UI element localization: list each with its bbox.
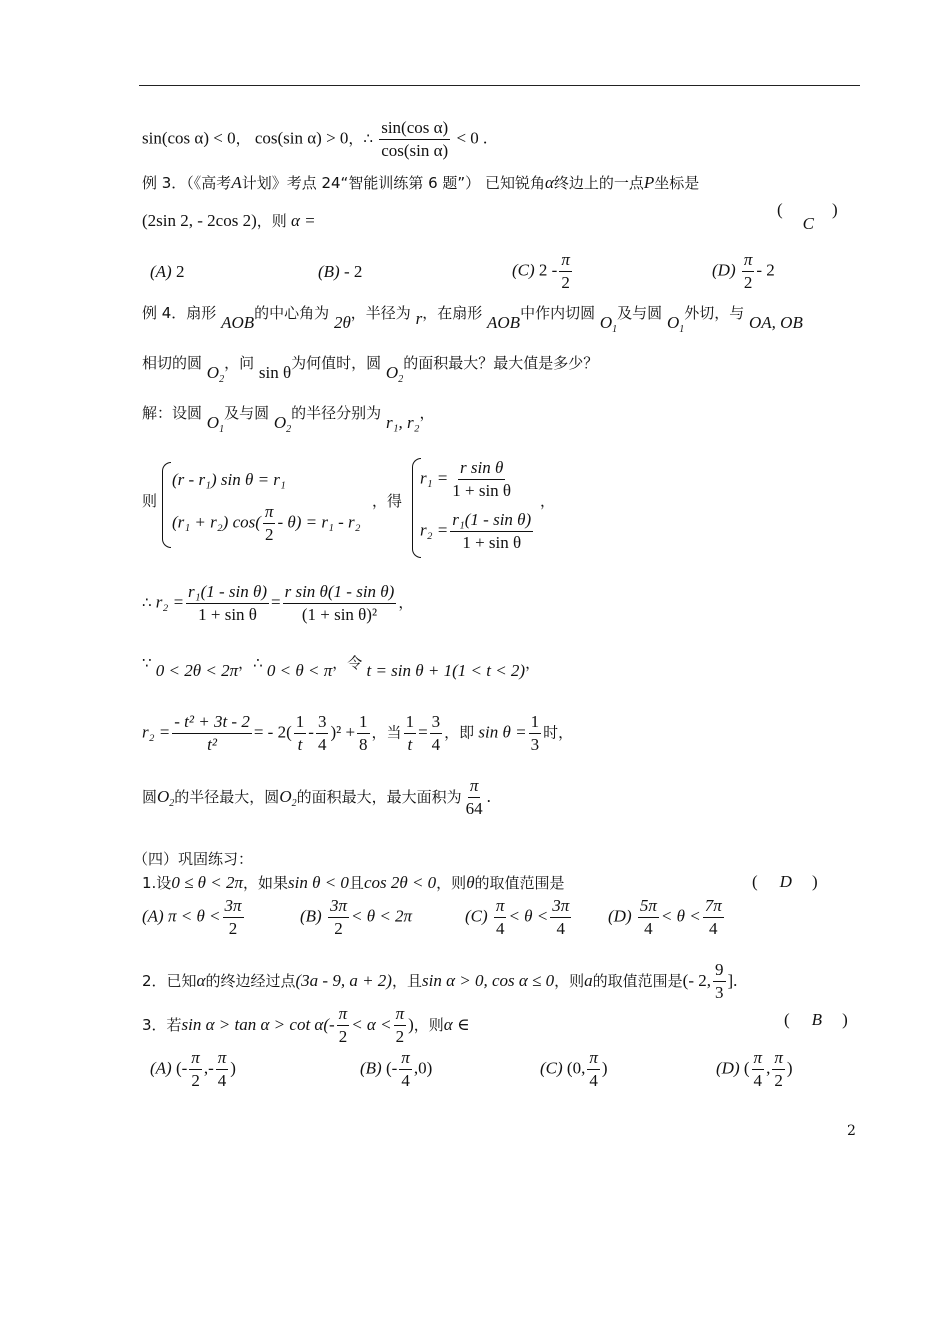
ex4-u2: ，问 <box>224 354 255 372</box>
q1-cond2: cos 2θ < 0 <box>363 873 437 892</box>
ie: ，即 <box>444 723 475 742</box>
practice-q3 <box>142 1004 470 1047</box>
q2-and: ，且 <box>391 972 422 990</box>
conc-a: 圆 <box>142 788 158 806</box>
paren-close: ) <box>601 1058 608 1078</box>
q3-answer-bracket <box>784 1010 848 1030</box>
frac-den: 1 + sin θ <box>462 533 522 552</box>
circle-letter: O <box>206 363 220 382</box>
subscript: 2 <box>169 798 175 809</box>
frac-den: 3 <box>715 983 724 1002</box>
ex4-O2-b <box>385 363 404 385</box>
circle-letter: O <box>599 313 613 332</box>
frac-den: 2 <box>743 273 753 292</box>
zero-close: ,0) <box>413 1058 433 1078</box>
frac-den: t² <box>207 735 217 754</box>
ex3-option-c <box>512 250 574 293</box>
conc-b: 的半径最大，圆 <box>174 788 280 806</box>
option-key: (A) <box>142 906 164 926</box>
frac-num: r₁(1 - sin θ) <box>186 582 269 604</box>
paren-open: ( <box>784 1010 790 1029</box>
range-theta: 0 < θ < π <box>266 661 333 680</box>
frac-den: 1 + sin θ <box>452 481 512 500</box>
frac-num: 3π <box>223 896 244 918</box>
ex4-t5: 中作内切圆 <box>520 304 596 322</box>
ex3-then: ，则 <box>256 212 287 230</box>
ex4-t6: 及与圆 <box>617 304 663 322</box>
sep: ， <box>235 129 251 148</box>
frac-num: 1 <box>404 712 417 734</box>
minus: - <box>308 722 314 742</box>
frac-den: (1 + sin θ)² <box>301 605 378 624</box>
q2-range-start: (- 2, <box>682 971 711 990</box>
paren-open: ( <box>752 872 758 891</box>
sol-O1 <box>206 413 225 435</box>
sol-t3: 的半径分别为 <box>291 404 382 422</box>
frac-den: 2 <box>264 525 274 544</box>
q3-mid: < α < <box>351 1015 392 1034</box>
q3-option-c <box>540 1048 608 1091</box>
eq-text: (r - r₁) sin θ = r₁ <box>172 470 286 489</box>
sol-r12: r₁, r₂ <box>385 413 420 432</box>
subscript: 1 <box>219 424 225 435</box>
let: ，令 <box>332 654 363 672</box>
equals: = <box>418 722 428 742</box>
system2-eq1 <box>420 458 515 501</box>
ex4-O1-b <box>666 313 685 335</box>
frac-den: t <box>297 735 303 754</box>
sol-t1: 解：设圆 <box>142 404 203 422</box>
frac-num: π <box>752 1048 765 1070</box>
q3-then: ，则 <box>413 1016 444 1034</box>
expr-cos-sin: cos(sin α) > 0 <box>254 128 349 148</box>
frac-num: π <box>216 1048 229 1070</box>
q3-option-b <box>360 1048 432 1091</box>
example4-line1 <box>142 302 803 335</box>
page-number: 2 <box>847 1123 856 1139</box>
comma: , <box>203 1058 209 1078</box>
frac-num: π <box>399 1048 412 1070</box>
frac-den: 8 <box>359 735 368 754</box>
frac-num: r sin θ <box>458 458 505 480</box>
ex4-aob: AOB <box>221 313 255 332</box>
ex3-answer-bracket <box>777 200 838 233</box>
ex3-option-d <box>712 250 775 293</box>
paren-close: ) <box>842 1010 848 1029</box>
fraction <box>379 118 450 161</box>
example3-line1 <box>142 172 699 193</box>
option-key: (C) <box>465 906 488 926</box>
paren-close: ) <box>832 200 838 219</box>
frac-den: 2 <box>561 273 570 292</box>
circle-letter: O <box>279 787 292 806</box>
solution-range-line <box>142 652 541 680</box>
circle-letter: O <box>666 313 680 332</box>
frac-den: t <box>407 735 413 754</box>
frac-den: 64 <box>465 799 483 818</box>
frac-num: 3 <box>316 712 329 734</box>
option-value: ( <box>743 1058 750 1078</box>
system1-eq2 <box>172 502 361 545</box>
q2-t: 的终边经过点 <box>205 972 296 990</box>
conc-c: 的面积最大，最大面积为 <box>296 788 462 806</box>
q3-num: 3．若 <box>142 1016 182 1034</box>
q1-option-d <box>608 896 726 939</box>
ex4-t1: 例 4．扇形 <box>142 304 217 322</box>
frac-num: π <box>742 250 755 272</box>
frac-num: r₁(1 - sin θ) <box>450 510 533 532</box>
frac-num: π <box>468 776 481 798</box>
left-brace-1 <box>162 462 171 548</box>
frac-num: 7π <box>703 896 724 918</box>
option-key: (A) <box>150 262 172 281</box>
subscript: 2 <box>286 424 292 435</box>
q3-close: ) <box>408 1015 414 1034</box>
solution-conclusion <box>142 776 491 819</box>
comma: ， <box>398 593 414 612</box>
q1-option-a <box>142 896 246 939</box>
subscript: 1 <box>679 324 685 335</box>
sol-t4: ， <box>419 404 435 422</box>
frac-num: π <box>394 1004 407 1026</box>
q1-theta: θ <box>466 873 475 892</box>
conc-O2 <box>157 787 175 809</box>
frac-den: 3 <box>530 735 540 754</box>
option-key: (B) <box>300 906 322 926</box>
q2-point: (3a - 9, a + 2) <box>295 971 392 990</box>
time-word: 时， <box>543 723 574 742</box>
eq-pre: (r₁ + r₂) cos( <box>172 512 261 532</box>
ex3-point: (2sin 2, - 2cos 2) <box>142 211 257 230</box>
circle-letter: O <box>157 787 170 806</box>
example3-line2 <box>142 210 316 231</box>
period: . <box>486 787 491 806</box>
solution-line1 <box>142 402 435 435</box>
q1-answer: D <box>779 872 792 891</box>
frac-num: π <box>559 250 572 272</box>
q2-a: a <box>584 971 593 990</box>
frac-num: 1 <box>294 712 307 734</box>
option-value: (- <box>385 1058 398 1078</box>
frac-num: 3π <box>328 896 349 918</box>
option-value: 2 - <box>538 260 558 280</box>
q1-then: ，则 <box>436 874 467 892</box>
ex3-A: A <box>231 173 242 192</box>
q1-and: 且 <box>348 874 364 892</box>
frac-den: 4 <box>217 1071 227 1090</box>
ex4-sin: sin θ <box>258 363 292 382</box>
ex4-O2 <box>206 363 225 385</box>
option-key: (D) <box>712 260 736 280</box>
ex4-r: r <box>415 309 423 328</box>
ex4-u4: 的面积最大？最大值是多少？ <box>403 354 599 372</box>
line-inequality <box>142 118 487 161</box>
practice-heading: （四）巩固练习： <box>133 850 254 868</box>
frac-den: 4 <box>431 735 441 754</box>
ex4-u1: 相切的圆 <box>142 354 203 372</box>
sol-get: ，得 <box>372 492 403 510</box>
header-rule <box>139 85 860 86</box>
option-value: < θ < <box>508 906 549 926</box>
comma: ， <box>525 654 541 672</box>
ex3-P: P <box>643 173 655 192</box>
sol-comma: ， <box>540 492 556 510</box>
q2-then: ，则 <box>554 972 585 990</box>
q1-answer-bracket <box>752 872 818 892</box>
sin-eq: sin θ = <box>478 722 527 742</box>
frac-den: 4 <box>556 919 566 938</box>
ex3-head: 例 3．（《高考 <box>142 174 232 192</box>
q1-range: 0 ≤ θ < 2π <box>171 873 243 892</box>
q1-option-b <box>300 896 412 939</box>
subscript: 2 <box>291 798 297 809</box>
frac-num: 9 <box>713 960 726 982</box>
q2-cond: sin α > 0, cos α ≤ 0 <box>421 971 555 990</box>
sol-then: 则 <box>142 492 158 510</box>
practice-q2 <box>142 960 737 1003</box>
frac-den: 2 <box>228 919 238 938</box>
sol-O2 <box>273 413 292 435</box>
example4-line2 <box>142 352 599 385</box>
frac-num: 3 <box>430 712 443 734</box>
frac-num: π <box>189 1048 202 1070</box>
therefore: ∴ <box>142 593 152 612</box>
frac-num: 3π <box>550 896 571 918</box>
ex4-angle: 2θ <box>333 313 351 332</box>
eq-post: - θ) = r₁ - r₂ <box>277 512 361 532</box>
frac-den: 2 <box>191 1071 200 1090</box>
eq-lhs: r₂ = <box>420 520 449 540</box>
practice-q1 <box>142 872 565 893</box>
q3-option-a: (A) (- $\frac{\pi}{2}$ ,- $\frac{\pi}{4}$ ) <box>150 1048 236 1090</box>
frac-num: π <box>772 1048 785 1070</box>
frac-den: 2 <box>395 1027 405 1046</box>
q1-cond1: sin θ < 0 <box>288 873 349 892</box>
ex4-oa-ob: OA, OB <box>749 313 803 332</box>
equals: = <box>271 592 281 612</box>
ex4-t2: 的中心角为 <box>254 304 330 322</box>
r2-lhs: r₂ = <box>142 722 171 742</box>
q1-ask: 的取值范围是 <box>474 874 565 892</box>
frac-num: π <box>263 502 276 524</box>
q1-option-c <box>465 896 573 939</box>
subscript: 1 <box>612 324 618 335</box>
option-value: 2 <box>175 262 185 281</box>
q2-range-end: ]. <box>727 971 738 990</box>
therefore: ，∴ <box>348 129 373 148</box>
square-plus: )² + <box>330 722 356 742</box>
comma: , <box>766 1058 771 1078</box>
frac-num: 1 <box>529 712 542 734</box>
option-key: (A) <box>150 1058 172 1078</box>
because: ∵ <box>142 654 152 672</box>
q3-option-d <box>716 1048 793 1091</box>
ex4-O1 <box>599 313 618 335</box>
frac-num: r sin θ(1 - sin θ) <box>283 582 397 604</box>
option-value: < θ < 2π <box>351 906 413 926</box>
expr-sin-cos: sin(cos α) < 0 <box>142 128 236 148</box>
frac-den: 4 <box>317 735 327 754</box>
option-key: (D) <box>608 906 632 926</box>
frac-num: π <box>337 1004 350 1026</box>
option-value: (0, <box>566 1058 586 1078</box>
ex3-answer: C <box>802 214 815 233</box>
ex3-alpha: α <box>544 173 554 192</box>
frac-den: 1 + sin θ <box>198 605 257 624</box>
q1-t: ，如果 <box>242 874 288 892</box>
r2-lhs: r₂ = <box>155 592 185 612</box>
q2-alpha: α <box>196 971 206 990</box>
when: ，当 <box>371 723 402 742</box>
range-2theta: 0 < 2θ < 2π <box>155 661 239 680</box>
eq-part: = - 2( <box>253 722 292 742</box>
frac-num: 5π <box>638 896 659 918</box>
q1-num: 1.设 <box>142 874 172 892</box>
ex4-t4: ，在扇形 <box>422 304 483 322</box>
conc-O2-b <box>279 787 297 809</box>
frac-den: 4 <box>589 1071 598 1090</box>
ex3-option-a <box>150 262 184 282</box>
frac-num: 1 <box>357 712 370 734</box>
option-value: - 2 <box>343 262 363 281</box>
option-value: π < θ < <box>167 906 221 926</box>
ex4-aob-2: AOB <box>487 313 521 332</box>
circle-letter: O <box>273 413 287 432</box>
q3-cond: sin α > tan α > cot α(- <box>181 1015 335 1034</box>
ex4-t3: ，半径为 <box>350 304 411 322</box>
ex3-option-b <box>318 262 362 282</box>
ex3-tail2: 坐标是 <box>654 174 700 192</box>
solution-quadratic-line <box>142 712 573 755</box>
denominator: cos(sin α) <box>381 141 449 160</box>
paren-open: ( <box>777 200 783 219</box>
q3-answer: B <box>811 1010 823 1029</box>
ex4-t7: 外切，与 <box>684 304 745 322</box>
q2-num: 2．已知 <box>142 972 197 990</box>
solution-r2-expression <box>142 582 413 625</box>
q3-alpha-in: α ∈ <box>443 1015 470 1034</box>
frac-num: π <box>494 896 507 918</box>
substitution: t = sin θ + 1(1 < t < 2) <box>366 661 526 680</box>
option-key: (C) <box>512 260 535 280</box>
numerator: sin(cos α) <box>379 118 450 140</box>
frac-den: 2 <box>334 919 343 938</box>
system1-eq1 <box>172 470 286 490</box>
option-key: (D) <box>716 1058 740 1078</box>
paren-close: ) <box>811 872 818 891</box>
ex4-u3: 为何值时，圆 <box>291 354 382 372</box>
q2-ask: 的取值范围是 <box>592 972 683 990</box>
frac-den: 4 <box>401 1071 410 1090</box>
frac-den: 2 <box>338 1027 348 1046</box>
ex3-mid: 计划》考点 24“智能训练第 6 题”） 已知锐角 <box>241 174 545 192</box>
subscript: 2 <box>219 374 225 385</box>
option-key: (B) <box>318 262 340 281</box>
sep: ，∴ <box>238 654 263 672</box>
frac-den: 4 <box>753 1071 763 1090</box>
circle-letter: O <box>385 363 399 382</box>
option-key: (B) <box>360 1058 382 1078</box>
frac-num: π <box>587 1048 600 1070</box>
paren-close: ) <box>786 1058 793 1078</box>
paren-close: ) <box>230 1058 236 1078</box>
frac-den: 4 <box>495 919 505 938</box>
subscript: 2 <box>398 374 404 385</box>
circle-letter: O <box>206 413 220 432</box>
frac-den: 2 <box>774 1071 783 1090</box>
sol-t2: 及与圆 <box>224 404 270 422</box>
ex3-eq: α = <box>291 211 316 230</box>
eq-lhs: r₁ = <box>420 468 449 488</box>
frac-num: - t² + 3t - 2 <box>172 712 252 734</box>
frac-den: 4 <box>644 919 653 938</box>
option-value: (- <box>175 1058 188 1078</box>
option-value: - 2 <box>756 260 775 280</box>
ex3-tail: 终边上的一点 <box>553 174 644 192</box>
frac-den: 4 <box>708 919 718 938</box>
option-value: < θ < <box>660 906 701 926</box>
expr-lt-zero: < 0 . <box>456 128 488 148</box>
system2-eq2 <box>420 510 535 553</box>
option-key: (C) <box>540 1058 563 1078</box>
